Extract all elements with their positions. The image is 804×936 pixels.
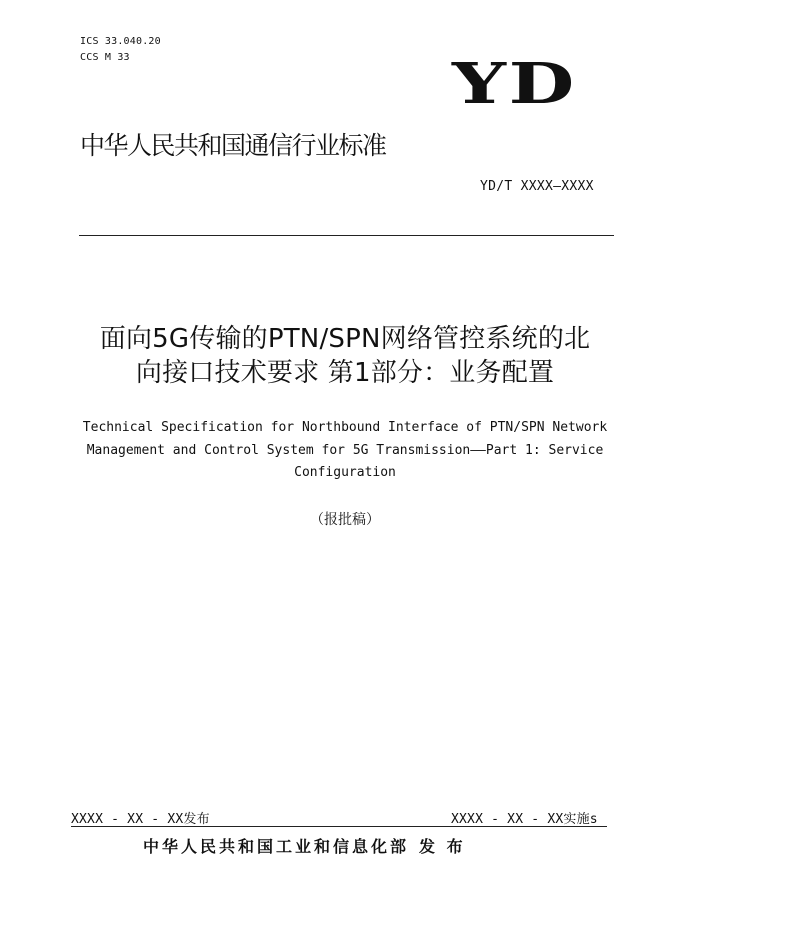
- english-title-line-3: Configuration: [294, 465, 396, 480]
- english-title-line-2: Management and Control System for 5G Transmission——Part 1: Service: [86, 442, 604, 458]
- ics-code: ICS 33.040.20: [80, 36, 161, 47]
- chinese-title: [70, 322, 620, 390]
- standard-category-title: 中华人民共和国通信行业标准: [80, 131, 386, 160]
- standard-number: YD/T XXXX—XXXX: [480, 179, 594, 194]
- publish-date: XXXX - XX - XX发布: [71, 812, 210, 827]
- header-divider: [79, 235, 614, 236]
- footer-divider: [71, 826, 607, 827]
- implement-date: XXXX - XX - XX实施s: [451, 812, 598, 827]
- issuer-name: 中华人民共和国工业和信息化部: [143, 837, 410, 856]
- draft-stage-label: （报批稿）: [310, 512, 380, 528]
- classification-codes: [80, 34, 161, 66]
- issuer-line: [143, 834, 466, 857]
- ccs-code: CCS M 33: [80, 52, 130, 63]
- chinese-title-line-2: 向接口技术要求 第1部分：业务配置: [135, 358, 555, 388]
- issue-label: 发 布: [419, 837, 466, 856]
- chinese-title-line-1: 面向5G传输的PTN/SPN网络管控系统的北: [99, 324, 591, 354]
- english-title: [70, 417, 620, 485]
- yd-logo: YD: [452, 51, 577, 117]
- english-title-line-1: Technical Specification for Northbound Interface of PTN/SPN Network: [82, 420, 608, 435]
